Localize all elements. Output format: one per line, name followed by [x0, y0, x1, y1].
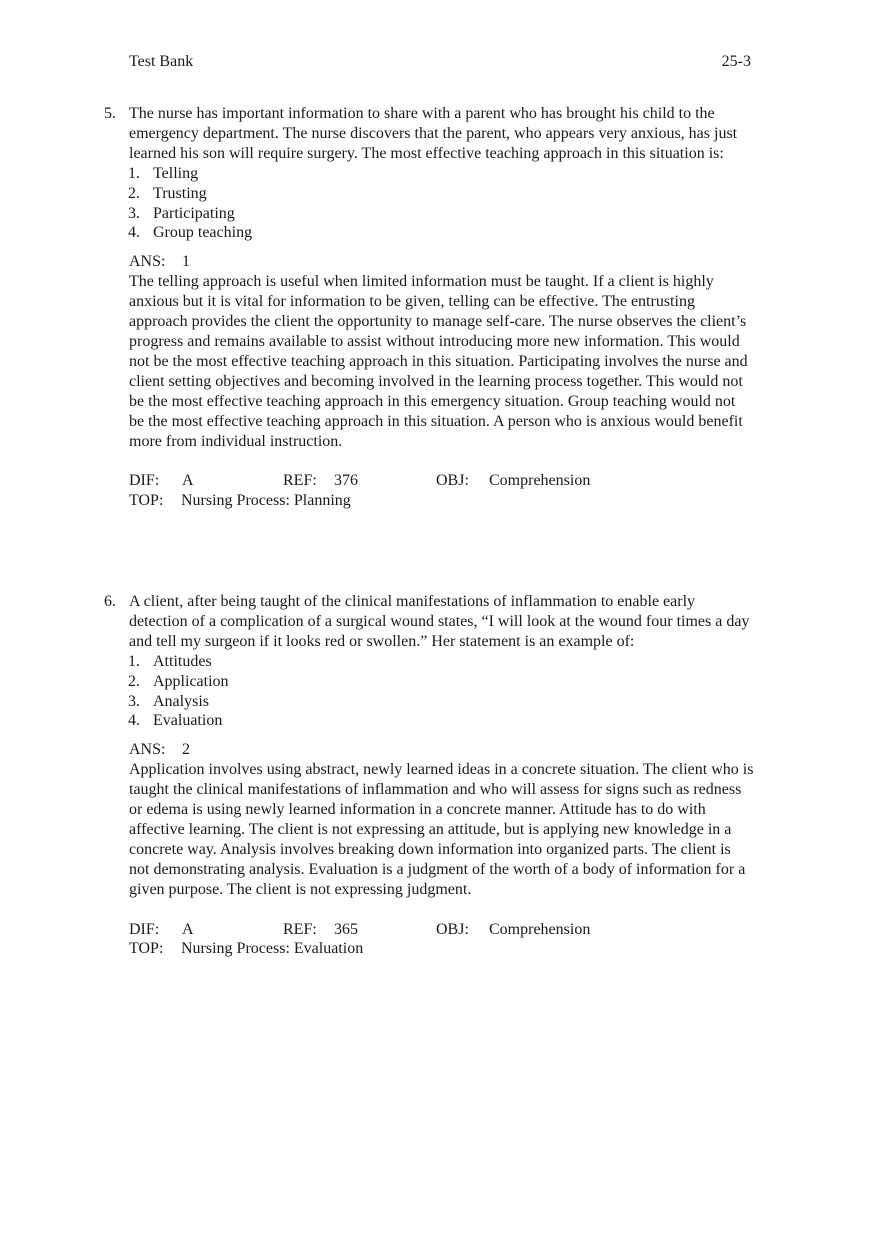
top-value: Nursing Process: Evaluation: [181, 940, 364, 958]
option-number: 1.: [128, 652, 140, 670]
obj-value: Comprehension: [489, 472, 591, 490]
page-header: [129, 52, 751, 72]
page-number: 25-3: [721, 53, 751, 70]
question-number: 6.: [104, 593, 116, 610]
option-text: Attitudes: [153, 652, 212, 670]
option-text: Evaluation: [153, 712, 223, 730]
option-text: Telling: [153, 164, 199, 182]
answer-block: [129, 740, 754, 899]
option-number: 3.: [128, 204, 140, 222]
option-number: 4.: [128, 224, 140, 242]
option-4: [129, 711, 754, 731]
option-text: Application: [153, 672, 229, 690]
dif-label: DIF:: [129, 472, 160, 490]
obj-label: OBJ:: [436, 920, 469, 938]
answer-label: ANS:: [129, 253, 166, 271]
answer-line: [129, 252, 754, 272]
question-metadata: [129, 920, 754, 960]
header-title: Test Bank: [129, 53, 194, 70]
meta-row-1: [129, 471, 754, 491]
option-text: Group teaching: [153, 224, 253, 242]
meta-row-2: [129, 491, 754, 511]
meta-row-1: [129, 920, 754, 940]
option-number: 1.: [128, 164, 140, 182]
ref-value: 365: [334, 920, 358, 938]
dif-value: A: [182, 920, 194, 938]
ref-label: REF:: [283, 472, 317, 490]
answer-block: [129, 252, 754, 451]
option-2: [129, 672, 754, 692]
question-number: 5.: [104, 105, 116, 122]
question-metadata: [129, 471, 754, 511]
option-text: Trusting: [153, 184, 207, 202]
option-3: [129, 692, 754, 712]
option-4: [129, 223, 754, 243]
obj-label: OBJ:: [436, 472, 469, 490]
option-number: 2.: [128, 672, 140, 690]
question-stem: A client, after being taught of the clinical manifestations of inflammation to enable early detection of a complication of a surgical wound states, “I will look at the wound four times a day and tell my surgeon if it looks red or swollen.” Her statement is an example of:: [129, 593, 750, 650]
option-text: Analysis: [153, 692, 209, 710]
obj-value: Comprehension: [489, 920, 591, 938]
top-value: Nursing Process: Planning: [181, 492, 351, 510]
dif-label: DIF:: [129, 920, 160, 938]
ref-label: REF:: [283, 920, 317, 938]
option-1: [129, 652, 754, 672]
top-label: TOP:: [129, 940, 164, 958]
answer-options: [129, 652, 754, 732]
option-number: 2.: [128, 184, 140, 202]
answer-label: ANS:: [129, 741, 166, 759]
meta-row-2: [129, 939, 754, 959]
answer-value: 1: [182, 253, 190, 271]
option-1: [129, 164, 754, 184]
answer-options: [129, 164, 754, 244]
question-5: [104, 104, 754, 511]
option-3: [129, 204, 754, 224]
answer-line: [129, 740, 754, 760]
question-stem: The nurse has important information to share with a parent who has brought his child to the emergency department. The nurse discovers that the parent, who appears very anxious, has just learned his son will require surgery. The most effective teaching approach in this situation is:: [129, 105, 738, 162]
option-number: 4.: [128, 712, 140, 730]
ref-value: 376: [334, 472, 358, 490]
dif-value: A: [182, 472, 194, 490]
option-text: Participating: [153, 204, 235, 222]
top-label: TOP:: [129, 492, 164, 510]
question-6: [104, 592, 754, 959]
rationale: The telling approach is useful when limited information must be taught. If a client is highly anxious but it is vital for information to be given, telling can be effective. The entrusting approach provides the client the opportunity to manage self-care. The nurse observes the client’s progress and remains available to assist without introducing more new information. This would not be the most effective teaching approach in this situation. Participating involves the nurse and client setting objectives and becoming involved in the learning process together. This would not be the most effective teaching approach in this emergency situation. Group teaching would not be the most effective teaching approach in this situation. A person who is anxious would benefit more from individual instruction.: [129, 273, 748, 450]
rationale: Application involves using abstract, newly learned ideas in a concrete situation. The client who is taught the clinical manifestations of inflammation and who will assess for signs such as redness or edema is using newly learned information in a concrete manner. Attitude has to do with affective learning. The client is not expressing an attitude, but is applying new knowledge in a concrete way. Analysis involves breaking down information into organized parts. The client is not demonstrating analysis. Evaluation is a judgment of the worth of a body of information for a given purpose. The client is not expressing judgment.: [129, 761, 754, 898]
answer-value: 2: [182, 741, 190, 759]
option-number: 3.: [128, 692, 140, 710]
option-2: [129, 184, 754, 204]
